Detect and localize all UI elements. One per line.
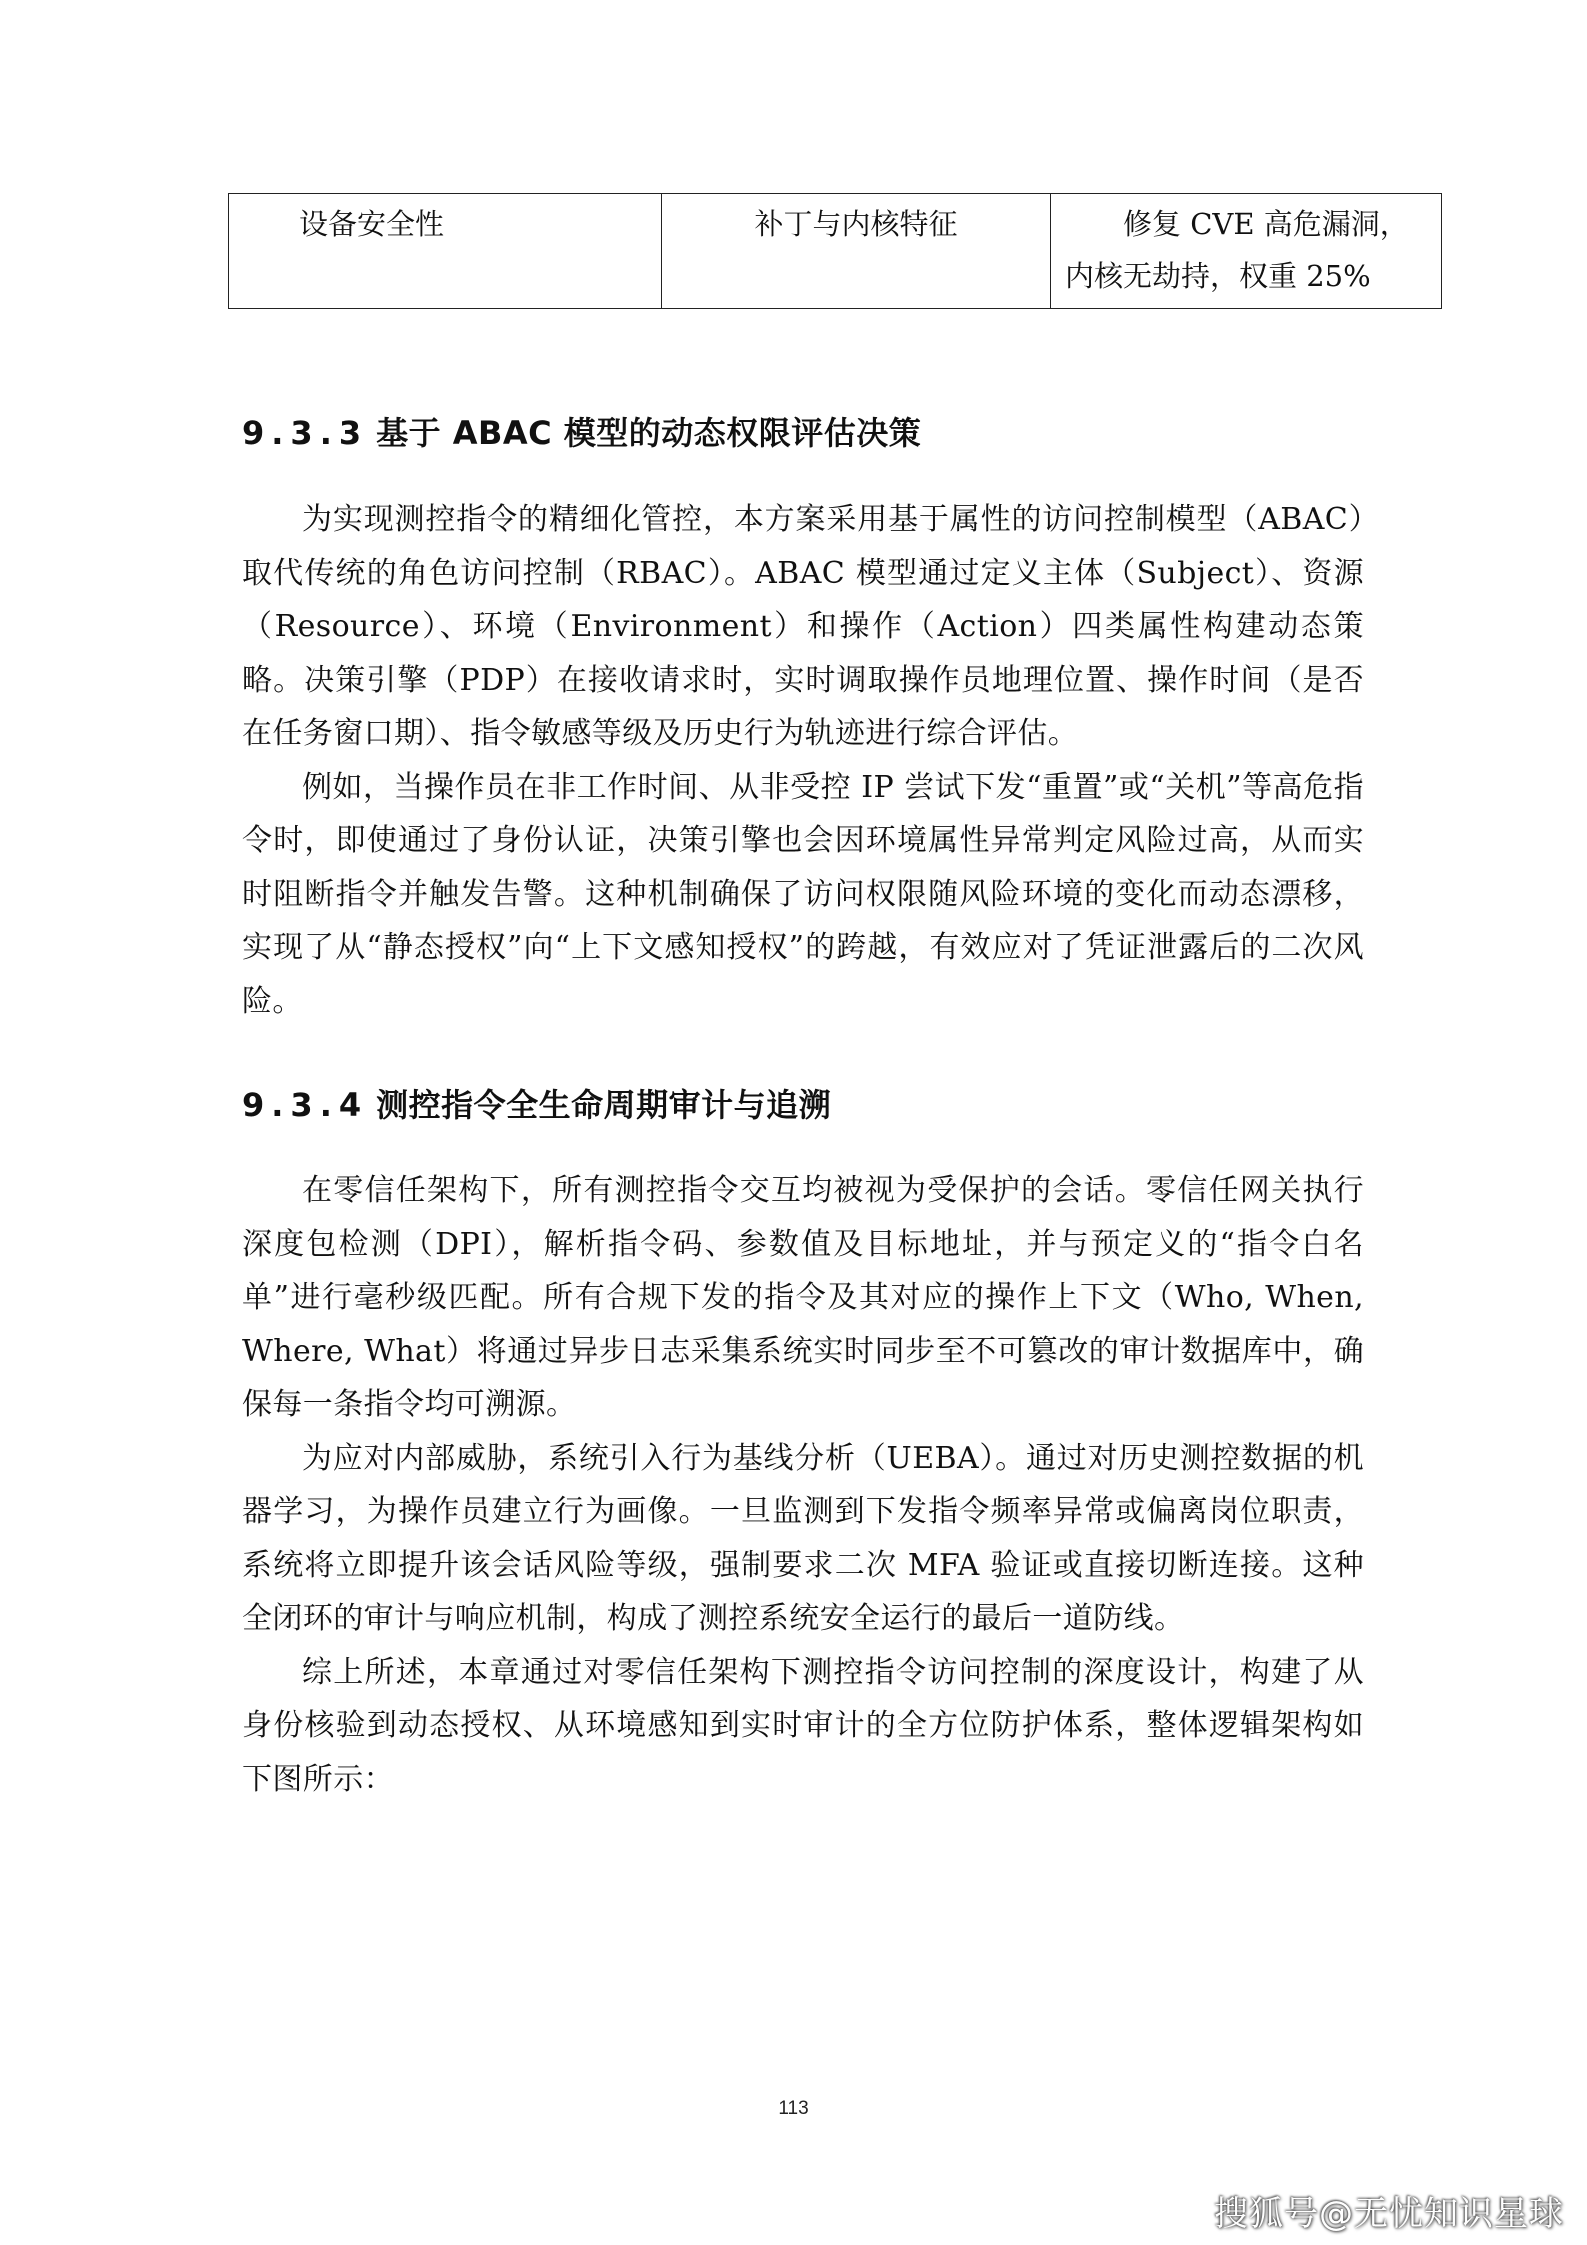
- section-heading-933: [242, 408, 921, 454]
- paragraph: 综上所述，本章通过对零信任架构下测控指令访问控制的深度设计，构建了从身份核验到动态授权、从环境感知到实时审计的全方位防护体系，整体逻辑架构如下图所示：: [242, 1654, 1364, 1797]
- section-title: 基于 ABAC 模型的动态权限评估决策: [376, 414, 922, 452]
- section-heading-934: [242, 1080, 831, 1126]
- table-cell-dimension: 设备安全性: [229, 194, 662, 309]
- watermark-text: 搜狐号@无忧知识星球: [1214, 2194, 1564, 2234]
- table-cell-indicator: 补丁与内核特征: [662, 194, 1051, 309]
- page-number: 113: [778, 2098, 809, 2119]
- section-number: 9.3.3: [242, 414, 369, 452]
- table-row: [229, 194, 1442, 309]
- section-934-body: [242, 1164, 1364, 1806]
- paragraph: 例如，当操作员在非工作时间、从非受控 IP 尝试下发“重置”或“关机”等高危指令时，即使通过了身份认证，决策引擎也会因环境属性异常判定风险过高，从而实时阻断指令并触发告警。这种机制确保了访问权限随风险环境的变化而动态漂移，实现了从“静态授权”向“上下文感知授权”的跨越，有效应对了凭证泄露后的二次风险。: [242, 769, 1364, 1019]
- section-title: 测控指令全生命周期审计与追溯: [376, 1086, 832, 1124]
- table-cell-criteria: 修复 CVE 高危漏洞，内核无劫持，权重 25%: [1051, 194, 1442, 309]
- section-933-body: [242, 493, 1364, 1028]
- paragraph: 为实现测控指令的精细化管控，本方案采用基于属性的访问控制模型（ABAC）取代传统的角色访问控制（RBAC）。ABAC 模型通过定义主体（Subject）、资源（Resource）、环境（Environment）和操作（Action）四类属性构建动态策略。决策引擎（PDP）在接收请求时，实时调取操作员地理位置、操作时间（是否在任务窗口期）、指令敏感等级及历史行为轨迹进行综合评估。: [242, 502, 1364, 751]
- section-number: 9.3.4: [242, 1086, 369, 1124]
- paragraph: 在零信任架构下，所有测控指令交互均被视为受保护的会话。零信任网关执行深度包检测（DPI），解析指令码、参数值及目标地址，并与预定义的“指令白名单”进行毫秒级匹配。所有合规下发的指令及其对应的操作上下文（Who, When, Where, What）将通过异步日志采集系统实时同步至不可篡改的审计数据库中，确保每一条指令均可溯源。: [242, 1173, 1364, 1422]
- paragraph: 为应对内部威胁，系统引入行为基线分析（UEBA）。通过对历史测控数据的机器学习，为操作员建立行为画像。一旦监测到下发指令频率异常或偏离岗位职责，系统将立即提升该会话风险等级，强制要求二次 MFA 验证或直接切断连接。这种全闭环的审计与响应机制，构成了测控系统安全运行的最后一道防线。: [242, 1440, 1364, 1636]
- criteria-table: [228, 193, 1442, 309]
